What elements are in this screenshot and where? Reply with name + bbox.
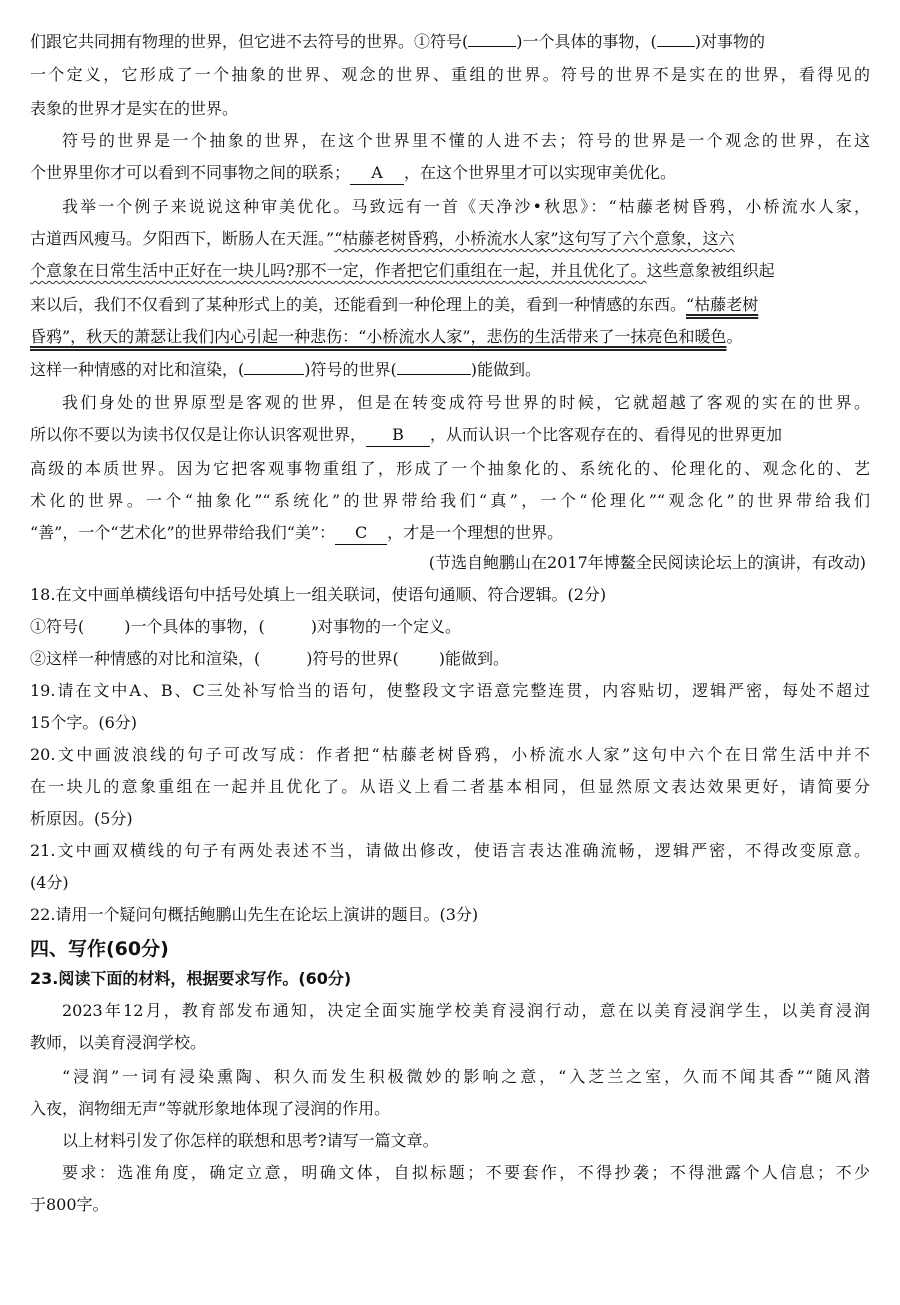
wavy-underlined-sentence: 个意象在日常生活中正好在一块儿吗?那不一定，作者把它们重组在一起，并且优化了。 xyxy=(30,261,647,280)
blank-c: C xyxy=(335,522,387,545)
question-19-cont: 15个字。(6分) xyxy=(30,713,138,732)
passage-line: 符号的世界是一个抽象的世界，在这个世界里不懂的人进不去；符号的世界是一个观念的世界，在这 xyxy=(62,131,870,150)
question-19: 19.请在文中A、B、C三处补写恰当的语句，使整段文字语意完整连贯，内容贴切，逻辑严密，每处不超过 xyxy=(30,681,870,700)
passage-line xyxy=(30,30,870,54)
passage-text: ，在这个世界里才可以实现审美优化。 xyxy=(404,163,677,182)
passage-line: 表象的世界才是实在的世界。 xyxy=(30,99,239,118)
passage-text: 这些意象被组织起 xyxy=(646,261,775,280)
question-18-item-2 xyxy=(30,648,870,672)
question-text: ①符号( xyxy=(30,617,85,636)
passage-text: “善”，一个“艺术化”的世界带给我们“美”： xyxy=(30,523,336,542)
question-text: )对事物的一个定义。 xyxy=(310,617,461,636)
material-line: 入夜，润物细无声”等就形象地体现了浸润的作用。 xyxy=(30,1099,391,1118)
passage-line xyxy=(30,424,870,448)
blank-line xyxy=(244,358,304,375)
passage-text: 这样一种情感的对比和渲染，( xyxy=(30,360,245,379)
blank-line xyxy=(468,30,516,47)
blank-line xyxy=(397,358,471,375)
wavy-underlined-sentence: “枯藤老树昏鸦，小桥流水人家”这句写了六个意象，这六 xyxy=(334,229,735,248)
passage-line: 术化的世界。一个“抽象化”“系统化”的世界带给我们“真”，一个“伦理化”“观念化”的世界带给我们 xyxy=(30,491,870,510)
material-line: 2023年12月，教育部发布通知，决定全面实施学校美育浸润行动，意在以美育浸润学生，以美育浸润 xyxy=(62,1001,870,1020)
material-line: 教师，以美育浸润学校。 xyxy=(30,1033,207,1052)
passage-text: 们跟它共同拥有物理的世界，但它进不去符号的世界。①符号( xyxy=(30,32,469,51)
passage-text: )一个具体的事物，( xyxy=(516,32,657,51)
question-text: )能做到。 xyxy=(438,649,509,668)
material-line: “浸润”一词有浸染熏陶、积久而发生积极微妙的影响之意，“入芝兰之室，久而不闻其香”“随风潜 xyxy=(62,1067,870,1086)
passage-line: 高级的本质世界。因为它把客观事物重组了，形成了一个抽象化的、系统化的、伦理化的、观念化的、艺 xyxy=(30,459,870,478)
question-21: 21.文中画双横线的句子有两处表述不当，请做出修改，使语言表达准确流畅，逻辑严密，不得改变原意。 xyxy=(30,841,870,860)
question-text: ②这样一种情感的对比和渲染，( xyxy=(30,649,261,668)
question-20-cont: 析原因。(5分) xyxy=(30,809,133,828)
passage-text: )能做到。 xyxy=(470,360,541,379)
question-20: 20.文中画波浪线的句子可改写成：作者把“枯藤老树昏鸦，小桥流水人家”这句中六个在日常生活中并不 xyxy=(30,745,870,764)
passage-line xyxy=(30,522,870,546)
passage-text: 个世界里你才可以看到不同事物之间的联系； xyxy=(30,163,351,182)
question-text: )一个具体的事物，( xyxy=(124,617,265,636)
question-18-item-1 xyxy=(30,616,870,640)
passage-text: 古道西风瘦马。夕阳西下，断肠人在天涯。” xyxy=(30,229,335,248)
passage-line xyxy=(30,260,870,284)
question-text: )符号的世界( xyxy=(306,649,399,668)
passage-text: )符号的世界( xyxy=(304,360,397,379)
passage-text: ，从而认识一个比客观存在的、看得见的世界更加 xyxy=(430,425,783,444)
blank-a: A xyxy=(350,162,404,185)
passage-text: 所以你不要以为读书仅仅是让你认识客观世界， xyxy=(30,425,367,444)
passage-line xyxy=(30,358,870,382)
double-underlined-sentence: 昏鸦”，秋天的萧瑟让我们内心引起一种悲伤：“小桥流水人家”，悲伤的生活带来了一抹亮色和暖色 xyxy=(30,327,727,346)
passage-line: 一个定义，它形成了一个抽象的世界、观念的世界、重组的世界。符号的世界不是实在的世界，看得见的 xyxy=(30,65,870,84)
question-22: 22.请用一个疑问句概括鲍鹏山先生在论坛上演讲的题目。(3分) xyxy=(30,905,479,924)
blank-line xyxy=(657,30,695,47)
section-title: 四、写作(60分) xyxy=(30,938,169,960)
blank-b: B xyxy=(366,424,430,447)
passage-text: 。 xyxy=(726,327,743,346)
material-line: 以上材料引发了你怎样的联想和思考?请写一篇文章。 xyxy=(62,1131,439,1150)
passage-line: 我举一个例子来说说这种审美优化。马致远有一首《天净沙•秋思》：“枯藤老树昏鸦，小桥流水人家， xyxy=(62,197,870,216)
passage-text: 来以后，我们不仅看到了某种形式上的美，还能看到一种伦理上的美，看到一种情感的东西。 xyxy=(30,295,687,314)
passage-line xyxy=(30,294,870,318)
passage-line: 我们身处的世界原型是客观的世界，但是在转变成符号世界的时候，它就超越了客观的实在的世界。 xyxy=(62,393,870,412)
question-18: 18.在文中画单横线语句中括号处填上一组关联词，使语句通顺、符合逻辑。(2分) xyxy=(30,585,607,604)
passage-text: )对事物的 xyxy=(694,32,765,51)
passage-line xyxy=(30,162,870,186)
passage-line xyxy=(30,228,870,252)
passage-line xyxy=(30,326,870,350)
question-20-cont: 在一块儿的意象重组在一起并且优化了。从语义上看二者基本相同，但显然原文表达效果更好，请简要分 xyxy=(30,777,870,796)
question-21-cont: (4分) xyxy=(30,873,69,892)
passage-text: ，才是一个理想的世界。 xyxy=(387,523,564,542)
requirements-line: 于800字。 xyxy=(30,1195,109,1214)
requirements-line: 要求：选准角度，确定立意，明确文体，自拟标题；不要套作，不得抄袭；不得泄露个人信息；不少 xyxy=(62,1163,870,1182)
source-note: (节选自鲍鹏山在2017年博鳌全民阅读论坛上的演讲，有改动) xyxy=(428,553,866,572)
question-23: 23.阅读下面的材料，根据要求写作。(60分) xyxy=(30,969,352,988)
double-underlined-sentence: “枯藤老树 xyxy=(686,295,759,314)
